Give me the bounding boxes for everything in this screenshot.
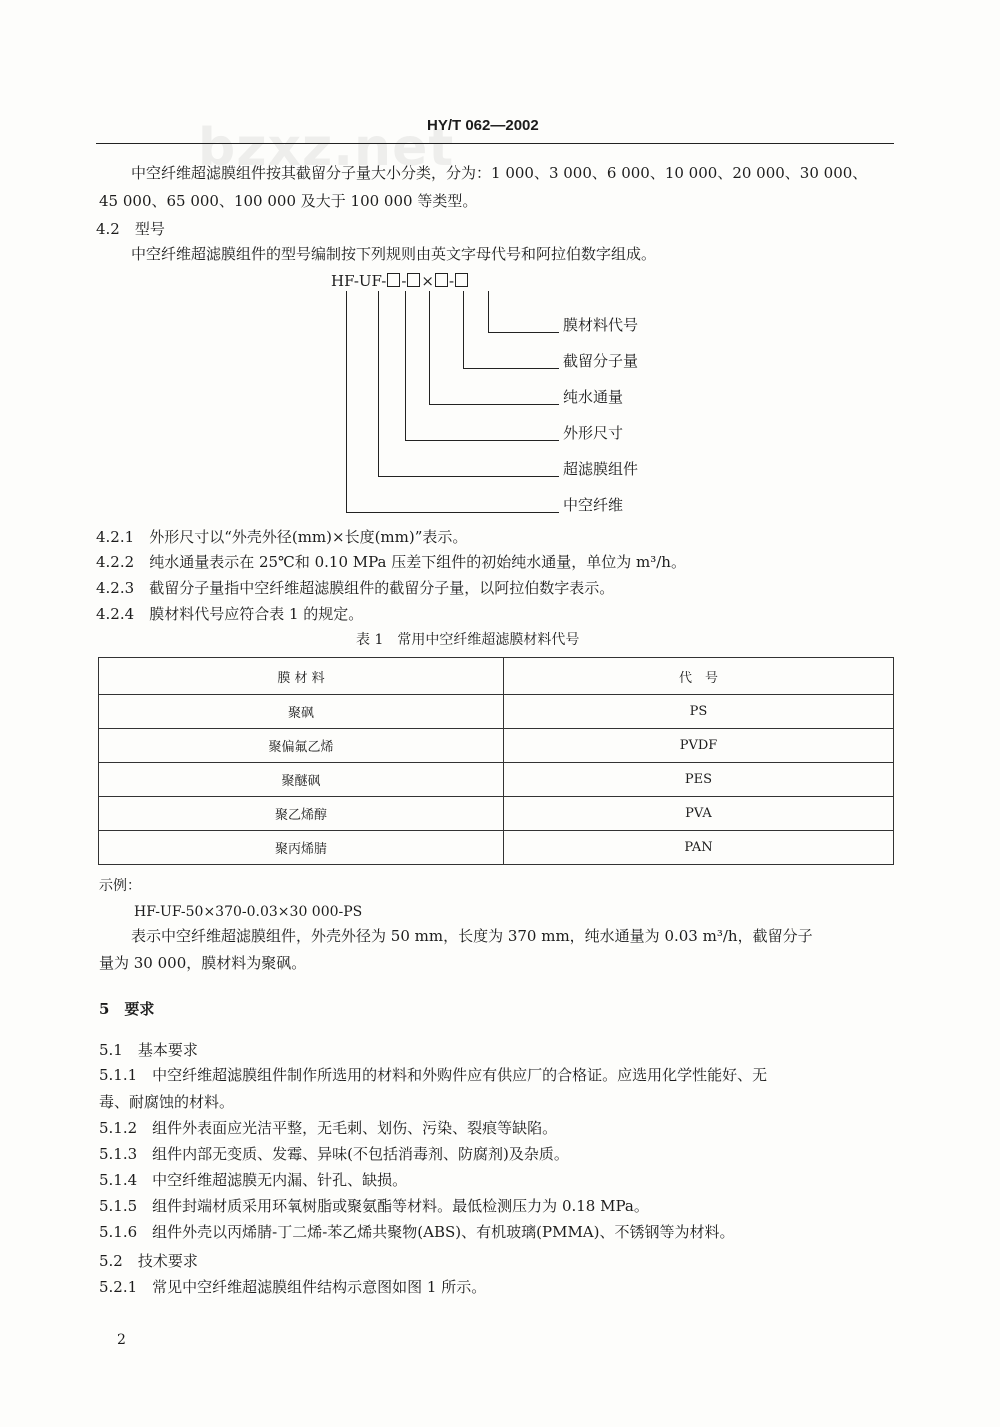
diagram-label: 超滤膜组件	[563, 460, 639, 478]
intro-line-1: 中空纤维超滤膜组件按其截留分子量大小分类，分为：1 000、3 000、6 000、10 000、20 000、30 000、	[131, 164, 868, 182]
leader-horizontal	[429, 404, 559, 405]
leader-vertical	[488, 291, 489, 332]
section-4-2-heading: 4.2 型号	[96, 220, 165, 238]
clause-4-2-1	[96, 527, 467, 547]
leader-vertical	[346, 291, 347, 512]
table-row	[99, 797, 894, 831]
section-4-2-text: 中空纤维超滤膜组件的型号编制按下列规则由英文字母代号和阿拉伯数字组成。	[131, 245, 657, 263]
diagram-label: 纯水通量	[563, 388, 624, 406]
section-5-heading: 5 要求	[99, 1000, 155, 1018]
code-cell: PVDF	[504, 729, 894, 763]
leader-horizontal	[346, 512, 559, 513]
diagram-label: 中空纤维	[563, 496, 624, 514]
model-separator: -	[401, 272, 407, 290]
material-cell: 聚丙烯腈	[99, 831, 504, 865]
placeholder-box	[455, 273, 468, 287]
clause-text: 膜材料代号应符合表 1 的规定。	[149, 605, 364, 623]
leader-vertical	[405, 291, 406, 440]
leader-horizontal	[405, 440, 559, 441]
code-cell: PVA	[504, 797, 894, 831]
example-label: 示例：	[99, 878, 141, 894]
code-cell: PES	[504, 763, 894, 797]
clause-number: 4.2.2	[96, 553, 135, 571]
table-row	[99, 695, 894, 729]
clause-number: 4.2.1	[96, 528, 135, 546]
placeholder-box	[387, 273, 400, 287]
example-description-2: 量为 30 000，膜材料为聚砜。	[99, 954, 307, 972]
clause-4-2-4	[96, 604, 363, 624]
material-cell: 聚乙烯醇	[99, 797, 504, 831]
diagram-label: 外形尺寸	[563, 424, 624, 442]
example-code: HF-UF-50×370-0.03×30 000-PS	[134, 904, 363, 920]
clause-number: 4.2.3	[96, 579, 135, 597]
clause-5-1-6: 5.1.6 组件外壳以丙烯腈-丁二烯-苯乙烯共聚物(ABS)、有机玻璃(PMMA)、不锈钢等为材料。	[99, 1223, 735, 1241]
code-cell: PS	[504, 695, 894, 729]
clause-5-1-3: 5.1.3 组件内部无变质、发霉、异味(不包括消毒剂、防腐剂)及杂质。	[99, 1145, 569, 1163]
clause-text: 截留分子量指中空纤维超滤膜组件的截留分子量，以阿拉伯数字表示。	[149, 579, 615, 597]
leader-vertical	[463, 291, 464, 368]
leader-vertical	[378, 291, 379, 476]
clause-4-2-2	[96, 552, 686, 572]
table-row	[99, 763, 894, 797]
material-cell: 聚醚砜	[99, 763, 504, 797]
leader-horizontal	[378, 476, 559, 477]
placeholder-box	[407, 273, 420, 287]
clause-4-2-3	[96, 578, 614, 598]
table-header-material: 膜 材 料	[99, 658, 504, 695]
clause-5-1-4: 5.1.4 中空纤维超滤膜无内漏、针孔、缺损。	[99, 1171, 408, 1189]
standard-code-header: HY/T 062—2002	[427, 117, 539, 134]
header-rule	[96, 143, 894, 144]
intro-line-2: 45 000、65 000、100 000 及大于 100 000 等类型。	[99, 192, 478, 210]
clause-5-1-2: 5.1.2 组件外表面应光洁平整，无毛刺、划伤、污染、裂痕等缺陷。	[99, 1119, 558, 1137]
material-cell: 聚砜	[99, 695, 504, 729]
diagram-label: 截留分子量	[563, 352, 639, 370]
model-prefix: HF-UF-	[331, 272, 387, 290]
clause-5-1-1-line-1: 5.1.1 中空纤维超滤膜组件制作所选用的材料和外购件应有供应厂的合格证。应选用化学性能好、无	[99, 1066, 768, 1084]
table-row	[99, 729, 894, 763]
table-row	[99, 831, 894, 865]
material-cell: 聚偏氟乙烯	[99, 729, 504, 763]
clause-5-2-1: 5.2.1 常见中空纤维超滤膜组件结构示意图如图 1 所示。	[99, 1278, 487, 1296]
model-times: ×	[421, 272, 434, 290]
model-separator: -	[448, 272, 455, 290]
leader-horizontal	[488, 332, 559, 333]
model-code-pattern	[331, 271, 469, 291]
watermark: bzxz.net	[198, 118, 455, 178]
clause-text: 纯水通量表示在 25℃和 0.10 MPa 压差下组件的初始纯水通量，单位为 m³/h。	[149, 553, 686, 571]
leader-horizontal	[463, 368, 559, 369]
clause-number: 4.2.4	[96, 605, 135, 623]
section-5-2-heading: 5.2 技术要求	[99, 1252, 198, 1270]
table-header-code: 代 号	[504, 658, 894, 695]
table-caption: 表 1 常用中空纤维超滤膜材料代号	[356, 632, 580, 648]
table-header-row	[99, 658, 894, 695]
section-5-1-heading: 5.1 基本要求	[99, 1041, 198, 1059]
code-cell: PAN	[504, 831, 894, 865]
example-description-1: 表示中空纤维超滤膜组件，外壳外径为 50 mm，长度为 370 mm，纯水通量为 0.03 m³/h，截留分子	[131, 927, 813, 945]
placeholder-box	[435, 273, 448, 287]
clause-5-1-1-line-2: 毒、耐腐蚀的材料。	[99, 1093, 235, 1111]
membrane-material-table	[98, 657, 894, 865]
diagram-label: 膜材料代号	[563, 316, 639, 334]
leader-vertical	[429, 291, 430, 404]
page-number: 2	[117, 1332, 126, 1348]
clause-5-1-5: 5.1.5 组件封端材质采用环氧树脂或聚氨酯等材料。最低检测压力为 0.18 MPa。	[99, 1197, 649, 1215]
clause-text: 外形尺寸以“外壳外径(mm)×长度(mm)”表示。	[149, 528, 468, 546]
